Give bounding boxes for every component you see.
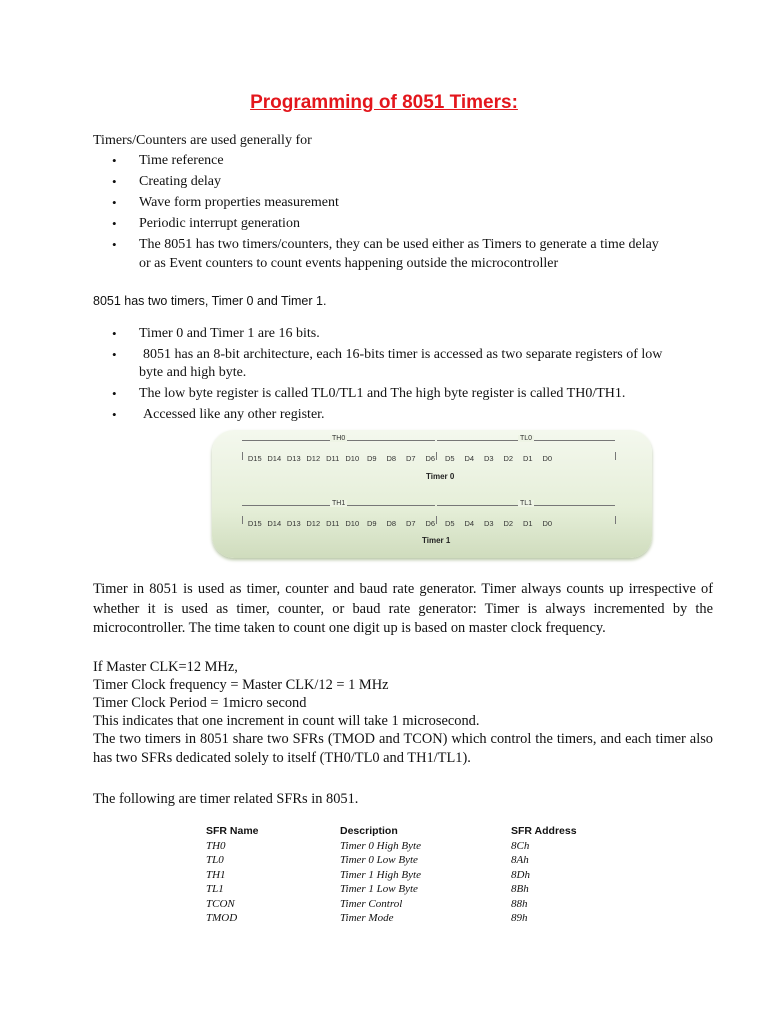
timer1-caption: Timer 1 [422,536,451,545]
intro-text: Timers/Counters are used generally for [93,133,312,148]
bullet-icon: • [112,195,117,210]
table-cell: TH0 [206,839,226,852]
table-cell: 8Dh [511,868,530,881]
bit-cell: D0 [542,519,553,528]
table-cell: Timer 1 High Byte [340,868,421,881]
table-row [206,839,586,854]
bit-cell: D11 [326,454,340,463]
list-item: Wave form properties measurement [139,195,339,210]
bit-cell: D9 [366,519,377,528]
bit-cell: D12 [306,519,321,528]
bit-cell: D15 [247,454,262,463]
table-cell: TCON [206,897,235,910]
table-cell: 8Ch [511,839,530,852]
table-row [206,868,586,883]
column-header: SFR Address [511,825,577,838]
bullet-icon: • [112,347,117,362]
bit-cell: D1 [522,454,533,463]
bit-cell: D10 [345,454,360,463]
bit-cell: D7 [405,454,416,463]
bit-cell: D14 [267,519,282,528]
bit-cell: D6 [425,519,436,528]
bit-cell: D14 [267,454,282,463]
bit-cell: D8 [386,454,397,463]
bullet-icon: • [112,216,117,231]
table-cell: Timer 0 High Byte [340,839,421,852]
bit-cell: D15 [247,519,262,528]
bullet-icon: • [112,153,117,168]
sfr-paragraph: The two timers in 8051 share two SFRs (TMOD and TCON) which control the timers, and each timer also has two SFRs dedicated solely to itself (TH0/TL0 and TH1/TL1). [93,731,713,766]
table-cell: Timer Control [340,897,403,910]
column-header: Description [340,825,398,838]
timer-description-paragraph: Timer in 8051 is used as timer, counter and baud rate generator. Timer always counts up irrespective of whether it is used as timer, counter, or baud rate generator: Timer is always incremented by the microcontroller. The time taken to count one digit up is based on master clock frequency. [93,581,713,636]
bullet-icon: • [112,237,117,252]
subheading: 8051 has two timers, Timer 0 and Timer 1. [93,294,327,308]
bit-cell: D8 [386,519,397,528]
table-cell: TH1 [206,868,226,881]
table-cell: Timer 0 Low Byte [340,854,418,867]
bit-cell: D5 [444,454,455,463]
bit-cell: D3 [483,519,494,528]
table-cell: 8Ah [511,854,529,867]
timer0-bit-row [245,454,557,463]
bit-cell: D10 [345,519,360,528]
tl0-label: TL0 [520,435,533,442]
clock-line: If Master CLK=12 MHz, [93,659,238,675]
table-cell: Timer 1 Low Byte [340,883,418,896]
bullet-icon: • [112,326,117,341]
table-cell: 88h [511,897,528,910]
clock-line: Timer Clock frequency = Master CLK/12 = 1 MHz [93,677,389,693]
bit-cell: D4 [464,519,475,528]
list-item: Periodic interrupt generation [139,216,300,231]
list-item-continuation: or as Event counters to count events happening outside the microcontroller [139,256,559,271]
column-header: SFR Name [206,825,259,838]
list-item: Creating delay [139,174,222,189]
tl1-label: TL1 [520,500,533,507]
bit-cell: D13 [286,519,301,528]
bit-cell: D5 [444,519,455,528]
table-header-row [206,824,586,839]
timer-register-diagram [212,430,652,558]
sfr-table [206,824,586,926]
table-cell: TL1 [206,883,224,896]
bit-cell: D1 [522,519,533,528]
tick [615,452,616,460]
clock-line: This indicates that one increment in count will take 1 microsecond. [93,713,480,729]
timer0-caption: Timer 0 [426,472,455,481]
bit-cell: D13 [286,454,301,463]
table-row [206,882,586,897]
list-item-continuation: byte and high byte. [139,365,247,380]
th1-label: TH1 [332,500,346,507]
bit-cell: D11 [326,519,340,528]
bit-cell: D12 [306,454,321,463]
bit-cell: D2 [503,454,514,463]
bullet-icon: • [112,407,117,422]
tick [242,452,243,460]
timer1-bit-row [245,519,557,528]
tick [615,516,616,524]
table-cell: TMOD [206,912,238,925]
list-item: 8051 has an 8-bit architecture, each 16-bits timer is accessed as two separate registers of low [143,347,663,362]
list-item: The low byte register is called TL0/TL1 and The high byte register is called TH0/TH1. [139,386,626,401]
bit-cell: D9 [366,454,377,463]
bit-cell: D2 [503,519,514,528]
list-item: The 8051 has two timers/counters, they can be used either as Timers to generate a time delay [139,237,659,252]
table-row [206,897,586,912]
table-row [206,911,586,926]
table-cell: 8Bh [511,883,529,896]
tick [242,516,243,524]
bit-cell: D7 [405,519,416,528]
bit-cell: D3 [483,454,494,463]
list-item: Accessed like any other register. [143,407,325,422]
bullet-icon: • [112,386,117,401]
th0-label: TH0 [332,435,346,442]
bit-cell: D4 [464,454,475,463]
bullet-icon: • [112,174,117,189]
list-item: Timer 0 and Timer 1 are 16 bits. [139,326,320,341]
page-title: Programming of 8051 Timers: [250,92,518,113]
table-cell: Timer Mode [340,912,394,925]
sfr-intro: The following are timer related SFRs in 8051. [93,791,359,807]
table-cell: 89h [511,912,528,925]
table-cell: TL0 [206,854,224,867]
bit-cell: D0 [542,454,553,463]
table-row [206,853,586,868]
bit-cell: D6 [425,454,436,463]
clock-line: Timer Clock Period = 1micro second [93,695,307,711]
list-item: Time reference [139,153,224,168]
